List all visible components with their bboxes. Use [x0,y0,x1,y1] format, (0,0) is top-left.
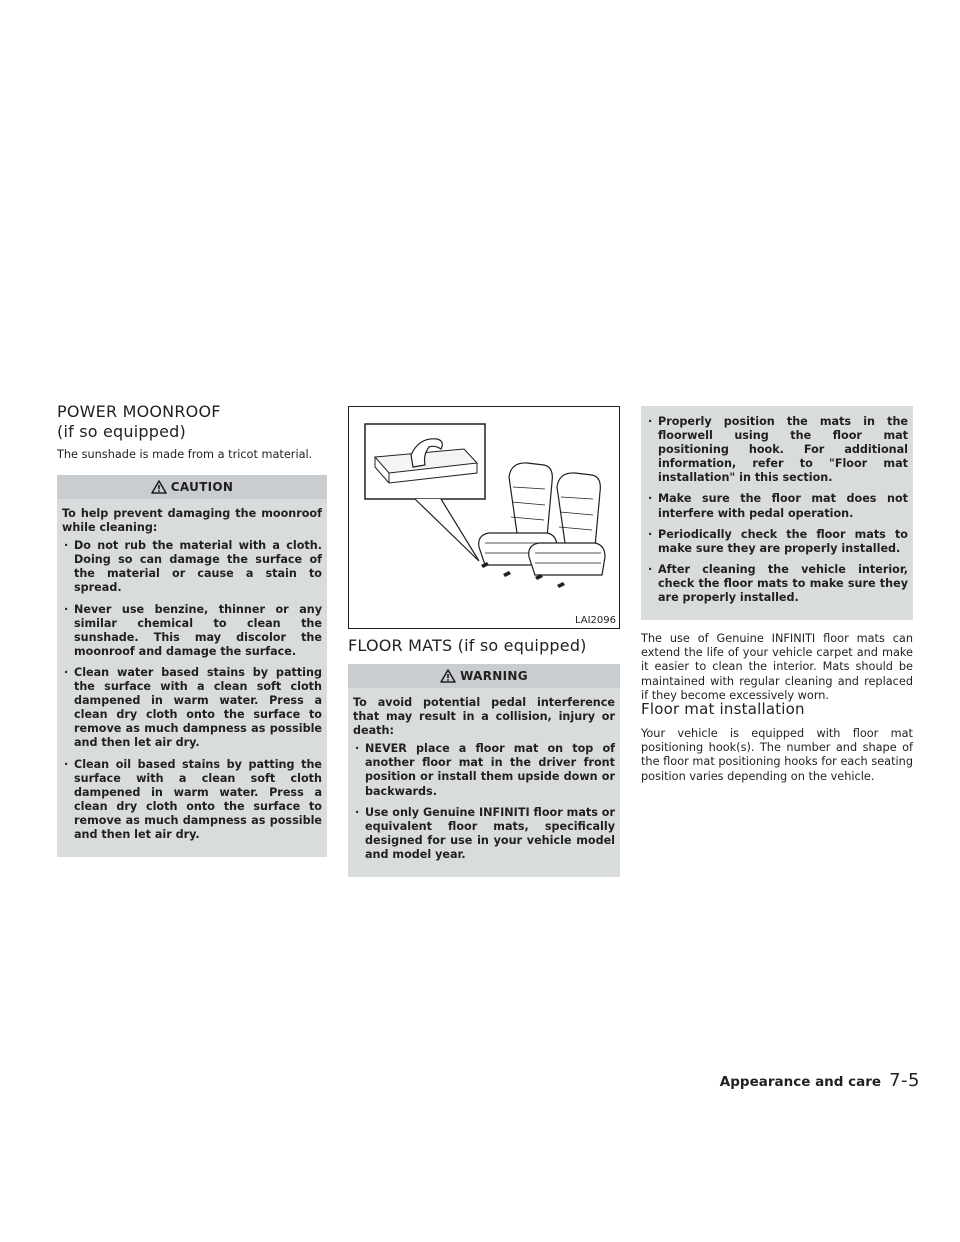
caution-item: · Clean water based stains by patting the surface with a clean soft cloth dampened in warm water. Press a clean dry cloth onto the surface to remove as much dampness as possible and then let air dry. [62,666,322,751]
floor-mats-body: The use of Genuine INFINITI floor mats can extend the life of your vehicle carpet and make it easier to clean the interior. Mats should be maintained with regular cleaning and replaced if they become excessively worn. [641,632,913,702]
warning-lead: To avoid potential pedal interference that may result in a collision, injury or death: [353,696,615,738]
caution-item: · Do not rub the material with a cloth. Doing so can damage the surface of the material or cause a stain to spread. [62,539,322,595]
moonroof-heading-line1: POWER MOONROOF [57,402,221,421]
caution-box [57,475,327,857]
installation-body: Your vehicle is equipped with floor mat positioning hook(s). The number and shape of the floor mat positioning hooks for each seating position varies depending on the vehicle. [641,727,913,783]
warning-list [353,742,615,862]
warning-box-part2 [641,406,913,620]
caution-header [57,475,327,499]
floor-mat-hook-illustration [348,406,620,629]
floor-mats-heading: FLOOR MATS (if so equipped) [348,636,587,655]
warning-item: · NEVER place a floor mat on top of another floor mat in the driver front position or install them upside down or backwards. [353,742,615,798]
caution-lead: To help prevent damaging the moonroof while cleaning: [62,507,322,535]
warning-item: · After cleaning the vehicle interior, check the floor mats to make sure they are properly installed. [646,563,908,605]
caution-item: · Clean oil based stains by patting the surface with a clean soft cloth dampened in warm water. Press a clean dry cloth onto the surface to remove as much dampness as possible and then let air dry. [62,758,322,843]
figure-code: LAI2096 [574,615,616,626]
page-number: 7-5 [889,1070,920,1091]
warning-box-part1 [348,664,620,877]
footer-section: Appearance and care [719,1074,882,1090]
caution-item: · Never use benzine, thinner or any similar chemical to clean the sunshade. This may discolor the moonroof and damage the surface. [62,603,322,659]
page-footer [720,1070,920,1091]
warning-triangle-icon [151,480,167,494]
warning-list-continued [646,415,908,605]
warning-item: · Properly position the mats in the floorwell using the floor mat positioning hook. For additional information, refer to "Floor mat installation" in this section. [646,415,908,485]
warning-triangle-icon [440,669,456,683]
warning-header [348,664,620,688]
moonroof-heading [57,402,327,442]
moonroof-heading-line2: (if so equipped) [57,422,186,441]
caution-list [62,539,322,842]
moonroof-intro: The sunshade is made from a tricot material. [57,448,313,461]
seats-illustration [349,407,619,628]
caution-title: CAUTION [170,480,234,494]
warning-title: WARNING [460,669,528,683]
installation-heading: Floor mat installation [641,700,805,718]
warning-item: · Make sure the floor mat does not interfere with pedal operation. [646,492,908,520]
warning-item: · Periodically check the floor mats to make sure they are properly installed. [646,528,908,556]
warning-item: · Use only Genuine INFINITI floor mats or equivalent floor mats, specifically designed for use in your vehicle model and model year. [353,806,615,862]
